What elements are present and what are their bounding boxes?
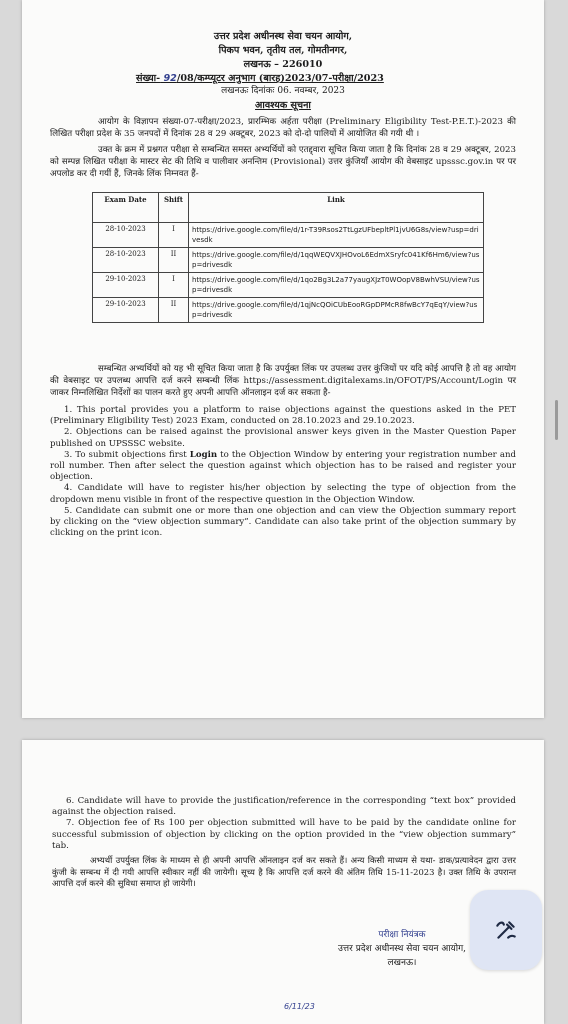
paragraph-1: आयोग के विज्ञापन संख्या-07-परीक्षा/2023, प्रारम्भिक अर्हता परीक्षा (Preliminary Eligibility Test-P.E.T.)-2023 की लिखित परीक्षा प्रदेश के 35 जनपदों में दिनांक 28 व 29 अक्टूबर, 2023 को दो-दो पालियों में आयोजित की गयी थी । (50, 117, 516, 139)
table-row: 28-10-2023 I https://drive.google.com/file/d/1r-T39Rsos2TtLgzUFbepltPl1jvU6G8s/view?usp=drivesdk (93, 223, 484, 248)
signature-name: परीक्षा नियंत्रक (378, 930, 426, 940)
document-page-1 (22, 0, 544, 718)
signature-block (322, 928, 482, 970)
table-row: 29-10-2023 II https://drive.google.com/file/d/1qjNcQOiCUbEooRGpDPMcR8fwBcY7qEqY/view?usp=drivesdk (93, 298, 484, 323)
signature-org: उत्तर प्रदेश अधीनस्थ सेवा चयन आयोग, (338, 944, 466, 954)
instruction-1: 1. This portal provides you a platform to raise objections against the questions asked in the PET (Preliminary Eligibility Test) 2023 Exam, conducted on 28.10.2023 and 29.10.2023. (50, 405, 516, 427)
answer-key-link[interactable]: https://drive.google.com/file/d/1qjNcQOiCUbEooRGpDPMcR8fwBcY7qEqY/view?usp=drivesdk (189, 298, 484, 323)
col-shift: Shift (159, 193, 189, 223)
instruction-3: 3. To submit objections first Login to the Objection Window by entering your registration number and roll number. Then after select the question against which objection has to be raised and register your objection. (50, 449, 517, 483)
answer-key-link[interactable]: https://drive.google.com/file/d/1qqWEQVXJHOvoL6EdmXSryfc041Kf6Hm6/view?usp=drivesdk (189, 248, 484, 273)
handwritten-date-stamp: 6/11/23 (284, 1002, 315, 1011)
answer-key-link[interactable]: https://drive.google.com/file/d/1qo2Bg3L2a77yaugXJzT0WOopV8BwhVSU/view?usp=drivesdk (189, 273, 484, 298)
handwritten-ref-number: 92 (163, 73, 177, 84)
answer-key-link[interactable]: https://drive.google.com/file/d/1r-T39Rsos2TtLgzUFbepltPl1jvU6G8s/view?usp=drivesdk (189, 223, 484, 248)
org-address-2: लखनऊ – 226010 (243, 59, 323, 70)
edit-fab-button[interactable] (470, 890, 542, 970)
table-row: 29-10-2023 I https://drive.google.com/file/d/1qo2Bg3L2a77yaugXJzT0WOopV8BwhVSU/view?usp=drivesdk (93, 273, 484, 298)
instruction-7: 7. Objection fee of Rs 100 per objection submitted will have to be paid by the candidate online for successful submission of objection by clicking on the option provided in the “view objection summary” tab. (52, 818, 516, 851)
instruction-5: 5. Candidate can submit one or more than one objection and can view the Objection summary report by clicking on the “view objection summary”. Candidate can also take print of the objection summary by clicking on the print icon. (50, 505, 516, 539)
org-address-1: पिकप भवन, तृतीय तल, गोमतीनगर, (218, 45, 348, 56)
instructions-list (50, 405, 516, 539)
signature-city: लखनऊ। (387, 958, 417, 968)
notice-title: आवश्यक सूचना (255, 100, 311, 111)
col-link: Link (189, 193, 484, 223)
paragraph-3: सम्बन्धित अभ्यर्थियों को यह भी सूचित किया जाता है कि उपर्युक्त लिंक पर उपलब्ध उत्तर कुंजियों पर यदि कोई आपत्ति है तो वह आयोग की वेबसाइट पर उपलब्ध आपत्ति दर्ज करने सम्बन्धी लिंक https://assessment.digitalexams.in/OFOT/PS/Account/Login पर जाकर निम्नलिखित निर्देशों का पालन करते हुए अपनी आपत्ति ऑनलाइन दर्ज कर सकता है- (50, 364, 516, 398)
instruction-2: 2. Objections can be raised against the provisional answer keys given in the Master Question Paper published on UPSSSC website. (50, 427, 516, 449)
document-page-2 (22, 740, 544, 1024)
instruction-6: 6. Candidate will have to provide the justification/reference in the corresponding “text box” provided against the objection raised. (52, 796, 516, 818)
table-row: 28-10-2023 II https://drive.google.com/file/d/1qqWEQVXJHOvoL6EdmXSryfc041Kf6Hm6/view?usp=drivesdk (93, 248, 484, 273)
pen-edit-icon (493, 917, 519, 943)
letter-date: लखनऊः दिनांकः 06. नवम्बर, 2023 (221, 86, 345, 96)
answer-key-links-table (92, 192, 484, 323)
closing-paragraph: अभ्यर्थी उपर्युक्त लिंक के माध्यम से ही अपनी आपत्ति ऑनलाइन दर्ज कर सकते हैं। अन्य किसी माध्यम से यथा- डाक/प्रत्यावेदन द्वारा उत्तर कुंजी के सम्बन्ध में दी गयी आपत्ति स्वीकार नहीं की जायेगी। सूच्य है कि आपत्ति दर्ज करने की अंतिम तिथि 15-11-2023 है। उक्त तिथि के उपरान्त आपत्ति दर्ज करने की सुविधा समाप्त हो जायेगी। (52, 855, 516, 889)
instructions-list-continued (52, 796, 516, 852)
instruction-4: 4. Candidate will have to register his/her objection by selecting the type of objection from the dropdown menu visible in front of the respective question in the Objection Window. (50, 483, 516, 505)
scrollbar-thumb[interactable] (555, 400, 558, 440)
org-name: उत्तर प्रदेश अधीनस्थ सेवा चयन आयोग, (213, 31, 353, 42)
col-exam-date: Exam Date (93, 193, 159, 223)
reference-number: संख्या- 92/08/कम्प्यूटर अनुभाग (बारह)2023/07-परीक्षा/2023 (136, 73, 384, 84)
paragraph-2: उक्त के क्रम में प्रश्नगत परीक्षा से सम्बन्धित समस्त अभ्यर्थियों को एतद्द्वारा सूचित किया जाता है कि दिनांक 28 व 29 अक्टूबर, 2023 को सम्पन्न लिखित परीक्षा के मास्टर सेट की तिथि व पालीवार अनन्तिम (Provisional) उत्तर कुंजियाँ आयोग की वेबसाइट upsssc.gov.in पर पर अपलोड कर दी गयीं हैं, जिनके लिंक निम्नवत हैं- (50, 145, 516, 179)
